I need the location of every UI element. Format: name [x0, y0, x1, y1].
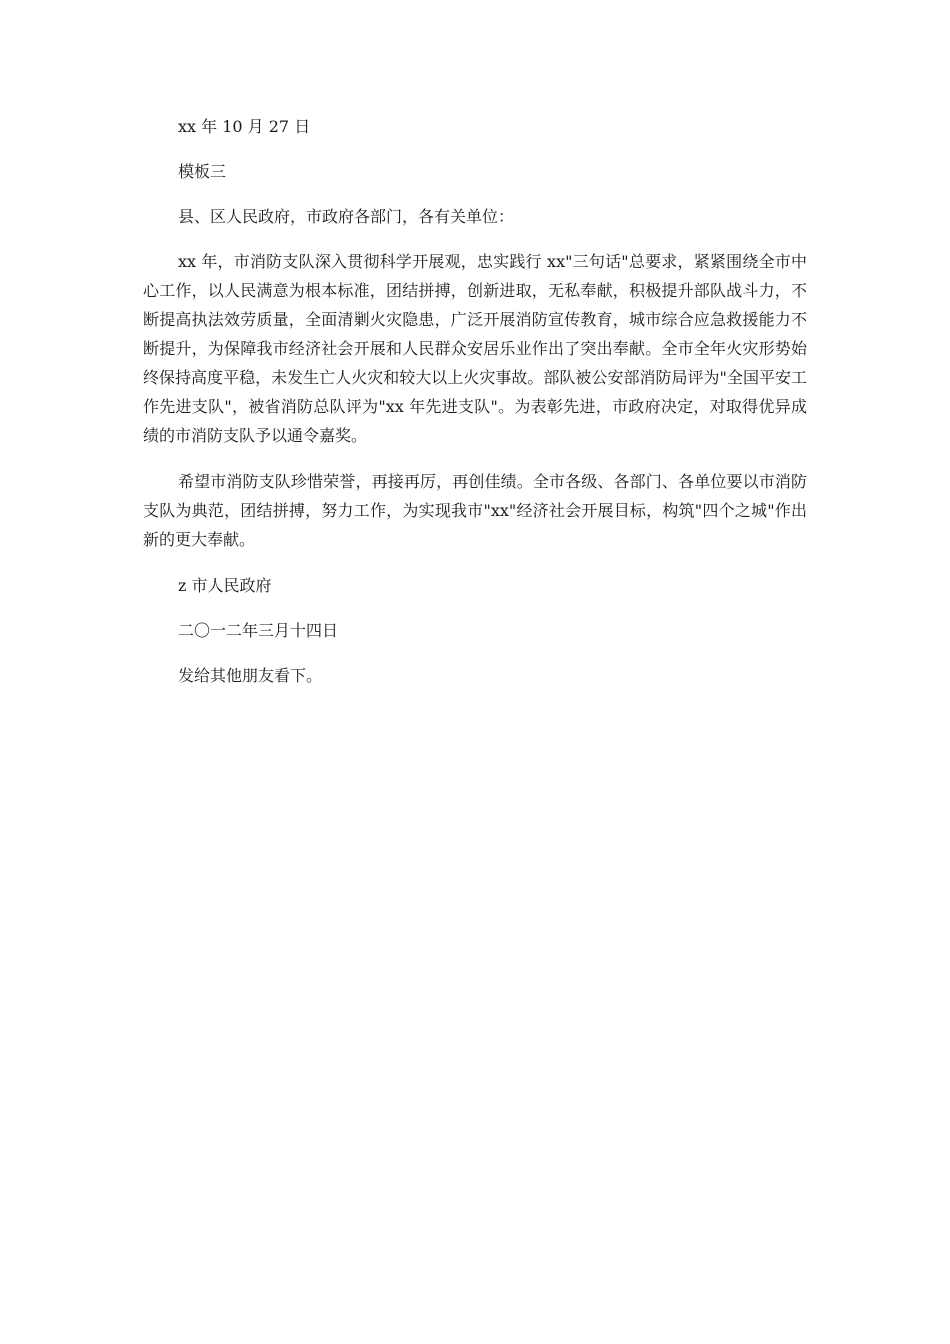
closing-note: 发给其他朋友看下。 [178, 666, 323, 685]
body-paragraph-2: 希望市消防支队珍惜荣誉，再接再厉，再创佳绩。全市各级、各部门、各单位要以市消防支队为典范，团结拼搏，努力工作，为实现我市"xx"经济社会开展目标，构筑"四个之城"作出新的更大奉献。 [143, 472, 807, 549]
body-paragraph-1: xx 年，市消防支队深入贯彻科学开展观，忠实践行 xx"三句话"总要求，紧紧围绕全市中心工作，以人民满意为根本标准，团结拼搏，创新进取，无私奉献，积极提升部队战斗力，不断提高执法效劳质量，全面清剿火灾隐患，广泛开展消防宣传教育，城市综合应急救援能力不断提升，为保障我市经济社会开展和人民群众安居乐业作出了突出奉献。全市全年火灾形势始终保持高度平稳，未发生亡人火灾和较大以上火灾事故。部队被公安部消防局评为"全国平安工作先进支队"，被省消防总队评为"xx 年先进支队"。为表彰先进，市政府决定，对取得优异成绩的市消防支队予以通令嘉奖。 [143, 252, 807, 445]
document-body [143, 112, 807, 706]
issuer: z 市人民政府 [178, 576, 272, 595]
date-line: xx 年 10 月 27 日 [178, 117, 311, 136]
salutation: 县、区人民政府，市政府各部门，各有关单位： [178, 207, 515, 226]
issue-date: 二〇一二年三月十四日 [178, 621, 339, 640]
template-title: 模板三 [178, 162, 227, 181]
